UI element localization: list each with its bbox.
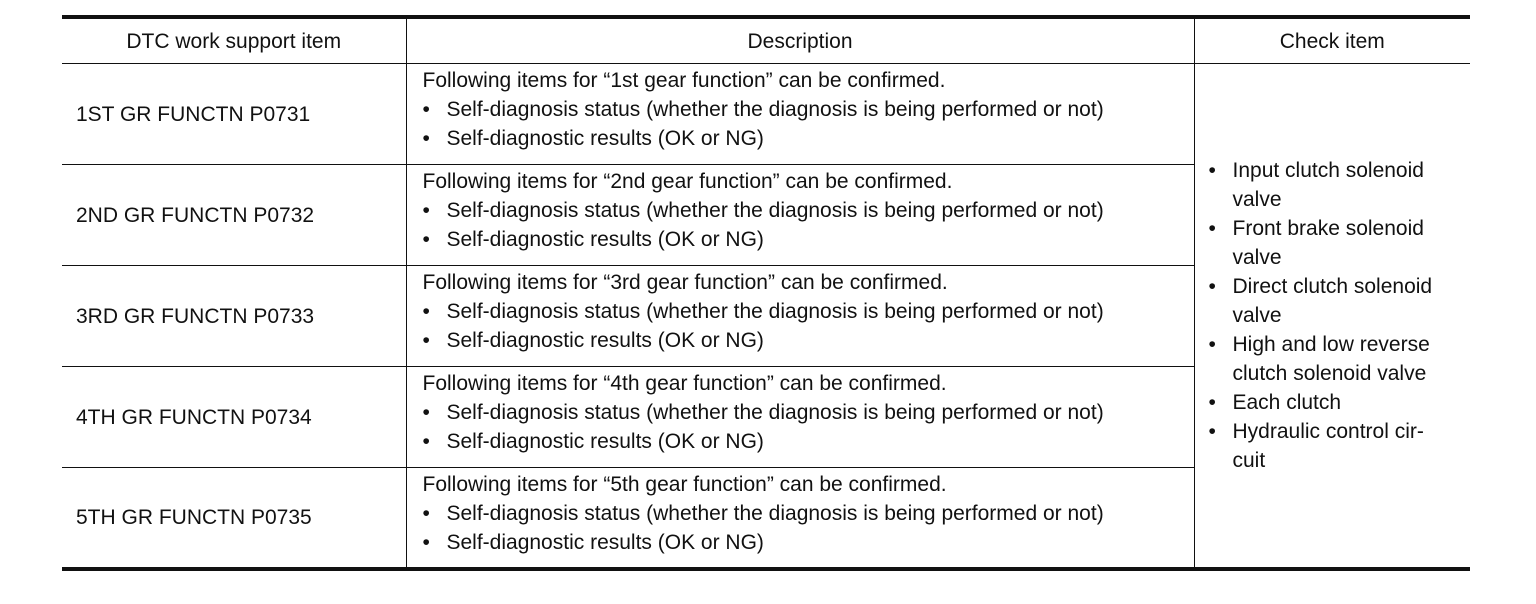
bullet-icon: • <box>1208 158 1216 182</box>
dtc-item-name: 1ST GR FUNCTN P0731 <box>62 64 406 165</box>
check-item <box>1209 330 1461 388</box>
check-item-text: valve <box>1232 245 1282 269</box>
description-bullet <box>423 528 1186 557</box>
description-intro: Following items for “1st gear function” can be confirmed. <box>422 69 946 92</box>
check-item-text: Each clutch <box>1232 390 1342 414</box>
description-bullet <box>423 124 1186 153</box>
description-bullet <box>423 499 1186 528</box>
header-item: DTC work support item <box>62 17 406 64</box>
dtc-item-name: 2ND GR FUNCTN P0732 <box>62 165 406 266</box>
check-item-text: Front brake solenoid <box>1232 216 1424 240</box>
bullet-icon: • <box>422 430 430 453</box>
bullet-icon: • <box>1208 332 1216 356</box>
description-bullet <box>423 398 1186 427</box>
description-intro: Following items for “5th gear function” can be confirmed. <box>422 473 947 496</box>
check-item <box>1209 272 1461 330</box>
bullet-icon: • <box>422 401 430 424</box>
check-item-text: High and low reverse <box>1232 332 1430 356</box>
bullet-icon: • <box>422 127 430 150</box>
bullet-icon: • <box>1208 390 1216 414</box>
description-intro: Following items for “4th gear function” can be confirmed. <box>422 372 947 395</box>
bullet-text: Self-diagnosis status (whether the diagnosis is being performed or not) <box>446 502 1104 525</box>
bullet-text: Self-diagnosis status (whether the diagnosis is being performed or not) <box>446 199 1104 222</box>
header-check-item: Check item <box>1194 17 1470 64</box>
description-cell <box>406 64 1194 165</box>
check-item-text: Input clutch solenoid <box>1232 158 1424 182</box>
header-row <box>62 17 1470 64</box>
dtc-item-name: 5TH GR FUNCTN P0735 <box>62 468 406 569</box>
bullet-icon: • <box>422 228 430 251</box>
description-intro: Following items for “2nd gear function” can be confirmed. <box>422 170 953 193</box>
description-intro: Following items for “3rd gear function” can be confirmed. <box>422 271 948 294</box>
bullet-text: Self-diagnostic results (OK or NG) <box>446 329 764 352</box>
bullet-icon: • <box>422 329 430 352</box>
bullet-icon: • <box>422 502 430 525</box>
bullet-icon: • <box>1208 216 1216 240</box>
check-item-text: clutch solenoid valve <box>1232 361 1427 385</box>
check-item-text: Direct clutch solenoid <box>1232 274 1433 298</box>
bullet-icon: • <box>422 531 430 554</box>
check-item-list <box>1209 156 1461 475</box>
description-bullet <box>423 95 1186 124</box>
description-bullet <box>423 196 1186 225</box>
bullet-icon: • <box>422 98 430 121</box>
bullet-text: Self-diagnosis status (whether the diagnosis is being performed or not) <box>446 98 1104 121</box>
bullet-icon: • <box>1208 274 1216 298</box>
check-item-text: valve <box>1232 187 1282 211</box>
header-description: Description <box>406 17 1194 64</box>
bullet-text: Self-diagnosis status (whether the diagnosis is being performed or not) <box>446 401 1104 424</box>
bullet-text: Self-diagnostic results (OK or NG) <box>446 430 764 453</box>
description-cell <box>406 468 1194 569</box>
bullet-icon: • <box>1208 419 1216 443</box>
bullet-text: Self-diagnosis status (whether the diagnosis is being performed or not) <box>446 300 1104 323</box>
description-bullet <box>423 297 1186 326</box>
check-item-text: cuit <box>1232 448 1266 472</box>
description-bullet <box>423 225 1186 254</box>
table-row <box>62 64 1470 165</box>
bullet-icon: • <box>422 300 430 323</box>
dtc-item-name: 3RD GR FUNCTN P0733 <box>62 266 406 367</box>
bullet-text: Self-diagnostic results (OK or NG) <box>446 531 764 554</box>
check-item-text: valve <box>1232 303 1282 327</box>
dtc-work-support-table <box>62 15 1470 571</box>
description-bullet <box>423 326 1186 355</box>
dtc-item-name: 4TH GR FUNCTN P0734 <box>62 367 406 468</box>
bullet-text: Self-diagnostic results (OK or NG) <box>446 228 764 251</box>
check-item <box>1209 388 1461 417</box>
check-item <box>1209 417 1461 475</box>
description-cell <box>406 367 1194 468</box>
bullet-text: Self-diagnostic results (OK or NG) <box>446 127 764 150</box>
check-item-cell <box>1194 64 1470 569</box>
description-bullet <box>423 427 1186 456</box>
check-item-text: Hydraulic control cir- <box>1232 419 1424 443</box>
description-cell <box>406 165 1194 266</box>
check-item <box>1209 214 1461 272</box>
check-item <box>1209 156 1461 214</box>
description-cell <box>406 266 1194 367</box>
bullet-icon: • <box>422 199 430 222</box>
